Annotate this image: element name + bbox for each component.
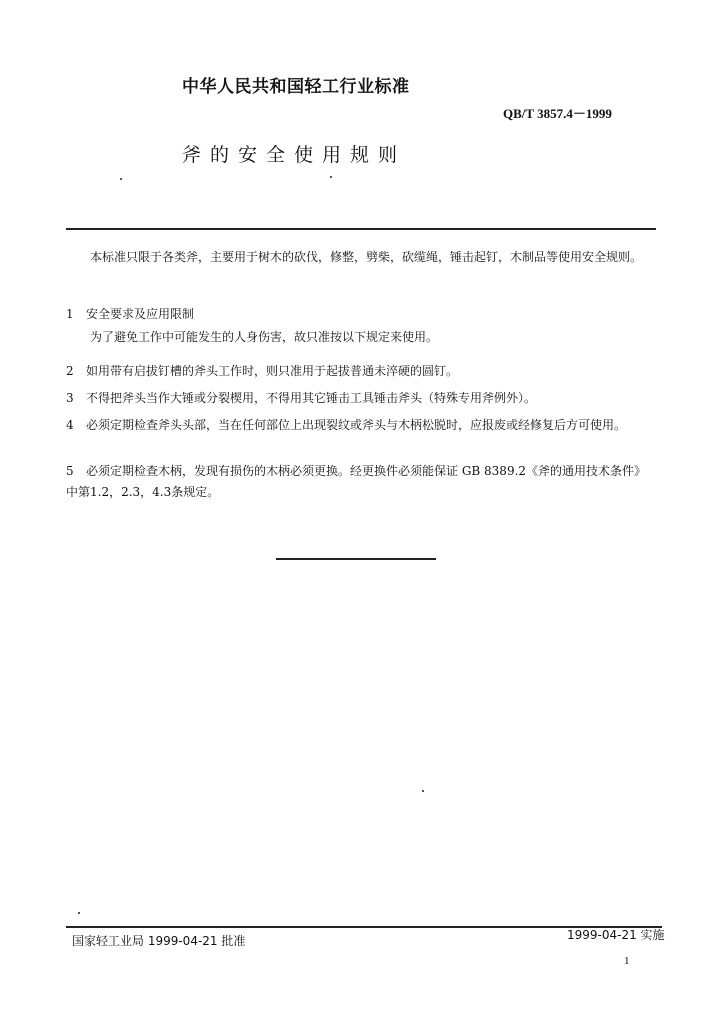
- end-divider: [276, 558, 436, 560]
- section-number: 4: [66, 418, 74, 432]
- standard-category-title: 中华人民共和国轻工行业标准: [182, 77, 410, 97]
- implementation-date: 1999-04-21 实施: [567, 928, 665, 942]
- section-1-heading: [66, 304, 656, 325]
- section-5: [66, 461, 656, 503]
- section-text: 必须定期检查木柄，发现有损伤的木柄必须更换。经更换件必须能保证 GB 8389.2《斧的通用技术条件》中第1.2，2.3，4.3条规定。: [66, 464, 647, 499]
- header-divider: [66, 228, 656, 230]
- section-heading-text: 安全要求及应用限制: [86, 307, 195, 321]
- scan-speck: [330, 176, 332, 178]
- scan-speck: [78, 912, 80, 914]
- section-3: [66, 388, 656, 409]
- section-1-text: 为了避免工作中可能发生的人身伤害，故只准按以下规定来使用。: [90, 330, 439, 344]
- intro-paragraph: 本标准只限于各类斧，主要用于树木的砍伐，修整，劈柴，砍缆绳，锤击起钉，木制品等使用安全规则。: [90, 250, 643, 264]
- section-2: [66, 361, 656, 382]
- standard-number: QB/T 3857.4－1999: [503, 106, 612, 121]
- page-number: 1: [624, 955, 630, 967]
- section-text: 必须定期检查斧头头部，当在任何部位上出现裂纹或斧头与木柄松脱时，应报废或经修复后方可使用。: [86, 418, 627, 432]
- document-title: 斧的安全使用规则: [182, 144, 407, 166]
- section-number: 5: [66, 464, 74, 478]
- section-text: 不得把斧头当作大锤或分裂楔用，不得用其它锤击工具锤击斧头（特殊专用斧例外）。: [86, 391, 537, 405]
- scan-speck: [120, 178, 122, 180]
- section-4: [66, 415, 656, 436]
- scan-speck: [422, 790, 424, 792]
- approval-line: 国家轻工业局 1999-04-21 批准: [72, 934, 246, 948]
- section-number: 2: [66, 364, 74, 378]
- section-text: 如用带有启拔钉槽的斧头工作时，则只准用于起拔普通未淬硬的圆钉。: [86, 364, 459, 378]
- section-number: 1: [66, 307, 74, 321]
- section-number: 3: [66, 391, 74, 405]
